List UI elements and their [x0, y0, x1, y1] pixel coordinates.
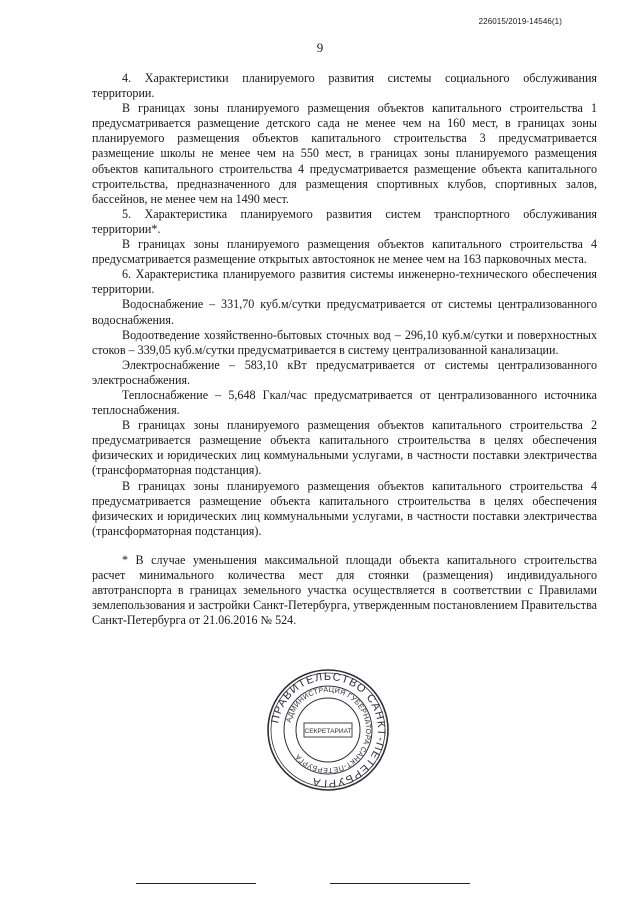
paragraph: 5. Характеристика планируемого развития систем транспортного обслуживания территории*.	[92, 206, 597, 236]
paragraph: В границах зоны планируемого размещения объектов капитального строительства 4 предусматривается размещение объекта капитального строительства в целях обеспечения физических и юридических лиц коммунальными услугами, в частности поставки электричества (трансформаторная подстанция).	[92, 478, 597, 538]
paragraph: В границах зоны планируемого размещения объектов капитального строительства 1 предусматривается размещение детского сада не менее чем на 160 мест, в границах зоны планируемого размещения объектов капитального строительства 3 предусматривается размещение школы не менее чем на 550 мест, в границах зоны планируемого размещения объектов капитального строительства 4 предусматривается размещение объекта капитального строительства, предназначенного для размещения спортивных клубов, спортивных залов, бассейнов, не менее чем на 1490 мест.	[92, 101, 597, 206]
page-number: 9	[316, 40, 324, 55]
document-id: 226015/2019-14546(1)	[478, 17, 562, 26]
paragraph: Водоотведение хозяйственно-бытовых сточных вод – 296,10 куб.м/сутки и поверхностных стоков – 339,05 куб.м/сутки предусматривается в систему централизованной канализации.	[92, 327, 597, 357]
paragraph: Теплоснабжение – 5,648 Гкал/час предусматривается от централизованного источника теплоснабжения.	[92, 387, 597, 418]
paragraph: 4. Характеристики планируемого развития системы социального обслуживания территории.	[92, 71, 597, 101]
paragraph: 6. Характеристика планируемого развития системы инженерно-технического обеспечения территории.	[92, 267, 597, 297]
official-seal	[266, 668, 390, 792]
seal-outer-text: ПРАВИТЕЛЬСТВО САНКТ-ПЕТЕРБУРГА	[269, 670, 388, 790]
paragraph: В границах зоны планируемого размещения объектов капитального строительства 2 предусматривается размещение объекта капитального строительства в целях обеспечения физических и юридических лиц коммунальными услугами, в частности поставки электричества (трансформаторная подстанция).	[92, 418, 597, 478]
seal-center-text: СЕКРЕТАРИАТ	[304, 728, 352, 735]
paragraph: Водоснабжение – 331,70 куб.м/сутки предусматривается от системы централизованного водоснабжения.	[92, 297, 597, 327]
signature-line-right	[330, 883, 470, 884]
paragraph: Электроснабжение – 583,10 кВт предусматривается от системы централизованного электроснабжения.	[92, 357, 597, 387]
footnote: * В случае уменьшения максимальной площади объекта капитального строительства расчет минимального количества мест для стоянки (размещения) индивидуального автотранспорта в границах земельного участка осуществляется в соответствии с Правилами землепользования и застройки Санкт-Петербурга, утвержденным постановлением Правительства Санкт-Петербурга от 21.06.2016 № 524.	[92, 552, 597, 628]
seal-inner-text: АДМИНИСТРАЦИЯ ГУБЕРНАТОРА САНКТ-ПЕТЕРБУРГА	[283, 684, 374, 776]
document-body	[92, 71, 597, 628]
paragraph: В границах зоны планируемого размещения объектов капитального строительства 4 предусматривается размещение открытых автостоянок не менее чем на 163 парковочных места.	[92, 237, 597, 267]
signature-line-left	[136, 883, 256, 884]
